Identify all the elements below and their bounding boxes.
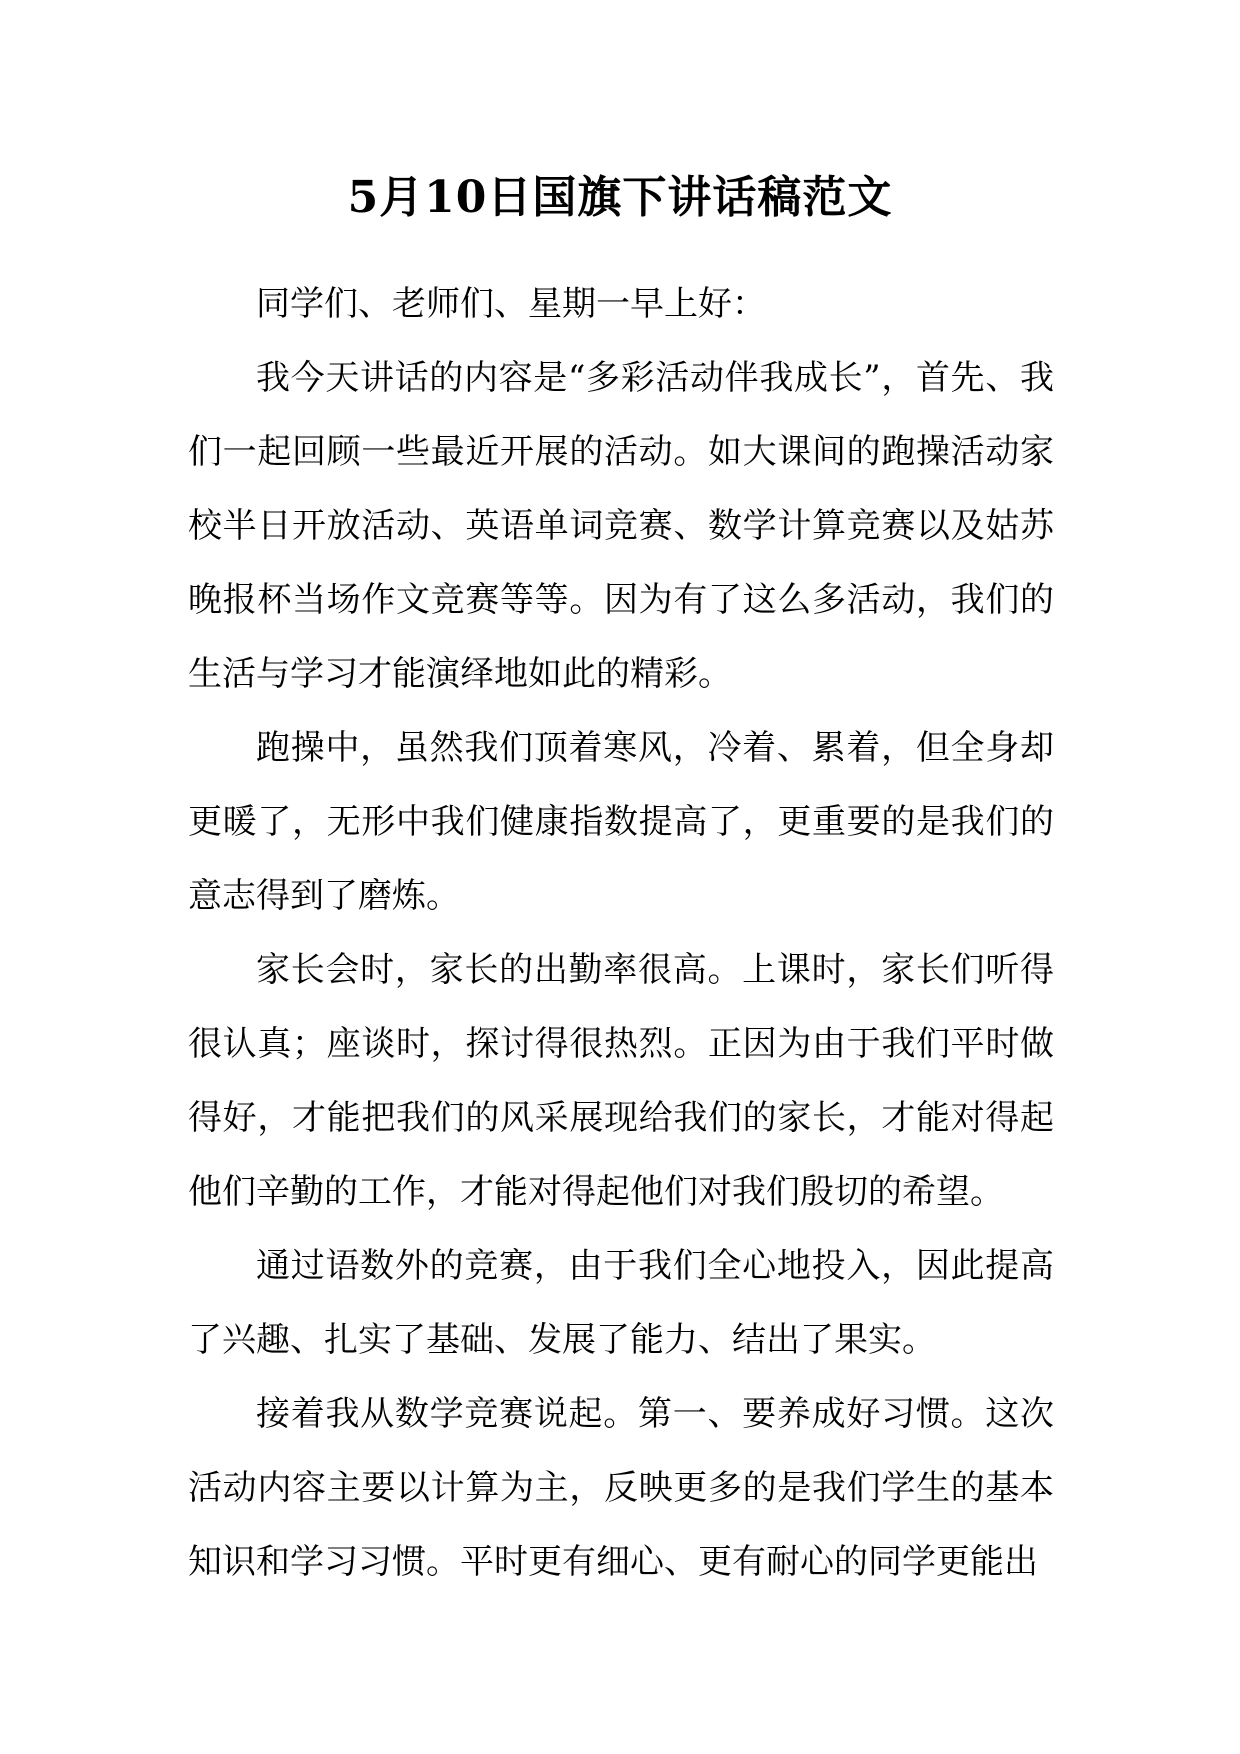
document-body bbox=[188, 267, 1054, 1599]
paragraph-parent-meeting: 家长会时，家长的出勤率很高。上课时，家长们听得很认真；座谈时，探讨得很热烈。正因为由于我们平时做得好，才能把我们的风采展现给我们的家长，才能对得起他们辛勤的工作，才能对得起他们对我们殷切的希望。 bbox=[188, 950, 1054, 1212]
paragraph-competitions: 通过语数外的竞赛，由于我们全心地投入，因此提高了兴趣、扎实了基础、发展了能力、结出了果实。 bbox=[188, 1246, 1054, 1360]
paragraph-running-exercise: 跑操中，虽然我们顶着寒风，冷着、累着，但全身却更暖了，无形中我们健康指数提高了，更重要的是我们的意志得到了磨炼。 bbox=[188, 728, 1054, 916]
paragraph-greeting: 同学们、老师们、星期一早上好： bbox=[256, 284, 766, 324]
paragraph-topic-intro: 我今天讲话的内容是“多彩活动伴我成长”，首先、我们一起回顾一些最近开展的活动。如大课间的跑操活动家校半日开放活动、英语单词竞赛、数学计算竞赛以及姑苏晚报杯当场作文竞赛等等。因为有了这么多活动，我们的生活与学习才能演绎地如此的精彩。 bbox=[188, 358, 1054, 694]
paragraph-math-competition: 接着我从数学竞赛说起。第一、要养成好习惯。这次活动内容主要以计算为主，反映更多的是我们学生的基本知识和学习习惯。平时更有细心、更有耐心的同学更能出 bbox=[188, 1394, 1054, 1582]
document-title: 5月10日国旗下讲话稿范文 bbox=[347, 172, 893, 223]
